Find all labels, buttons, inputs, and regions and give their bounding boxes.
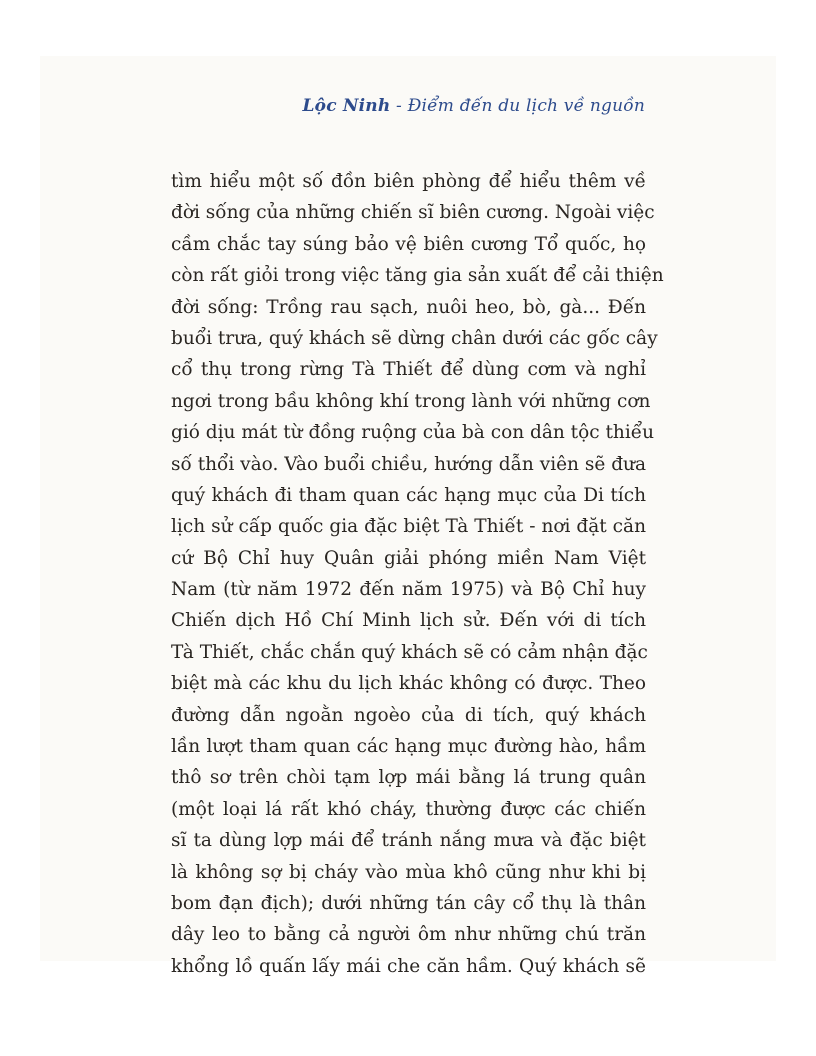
text-line: khổng lồ quấn lấy mái che căn hầm. Quý khách sẽ [171, 955, 646, 977]
text-line: thô sơ trên chòi tạm lợp mái bằng lá trung quân [171, 767, 646, 789]
text-line: buổi trưa, quý khách sẽ dừng chân dưới các gốc cây [171, 327, 658, 349]
text-line: biệt mà các khu du lịch khác không có được. Theo [171, 673, 646, 695]
text-line: là không sợ bị cháy vào mùa khô cũng như khi bị [171, 861, 646, 883]
text-line: tìm hiểu một số đồn biên phòng để hiểu thêm về [171, 171, 646, 192]
text-line: sĩ ta dùng lợp mái để tránh nắng mưa và đặc biệt [171, 830, 646, 852]
text-line: lịch sử cấp quốc gia đặc biệt Tà Thiết - nơi đặt căn [171, 516, 646, 538]
text-line: Chiến dịch Hồ Chí Minh lịch sử. Đến với di tích [171, 610, 646, 632]
text-line: cổ thụ trong rừng Tà Thiết để dùng cơm và nghỉ [171, 359, 646, 381]
header-place: Lộc Ninh [302, 96, 391, 116]
text-line: (một loại lá rất khó cháy, thường được các chiến [171, 798, 646, 820]
text-line: Tà Thiết, chắc chắn quý khách sẽ có cảm nhận đặc [171, 641, 648, 663]
text-line: số thổi vào. Vào buổi chiều, hướng dẫn viên sẽ đưa [171, 453, 646, 475]
text-line: còn rất giỏi trong việc tăng gia sản xuất để cải thiện [171, 265, 664, 287]
running-header [170, 96, 645, 116]
text-line: gió dịu mát từ đồng ruộng của bà con dân tộc thiểu [171, 422, 655, 444]
text-line: đời sống: Trồng rau sạch, nuôi heo, bò, gà... Đến [171, 296, 646, 318]
text-line: quý khách đi tham quan các hạng mục của Di tích [171, 484, 646, 506]
text-line: lần lượt tham quan các hạng mục đường hào, hầm [171, 736, 646, 758]
text-line: đường dẫn ngoằn ngoèo của di tích, quý khách [171, 704, 646, 726]
header-separator: - [390, 96, 408, 116]
text-line: cứ Bộ Chỉ huy Quân giải phóng miền Nam Việt [171, 547, 646, 569]
body-paragraph [171, 166, 664, 982]
text-line: Nam (từ năm 1972 đến năm 1975) và Bộ Chỉ huy [171, 579, 646, 601]
text-line: bom đạn địch); dưới những tán cây cổ thụ là thân [171, 892, 646, 914]
text-line: ngơi trong bầu không khí trong lành với những cơn [171, 390, 651, 412]
text-line: cầm chắc tay súng bảo vệ biên cương Tổ quốc, họ [171, 233, 646, 255]
header-tagline: Điểm đến du lịch về nguồn [407, 96, 645, 116]
text-line: đời sống của những chiến sĩ biên cương. Ngoài việc [171, 202, 655, 224]
text-line: dây leo to bằng cả người ôm như những chú trăn [171, 924, 646, 946]
